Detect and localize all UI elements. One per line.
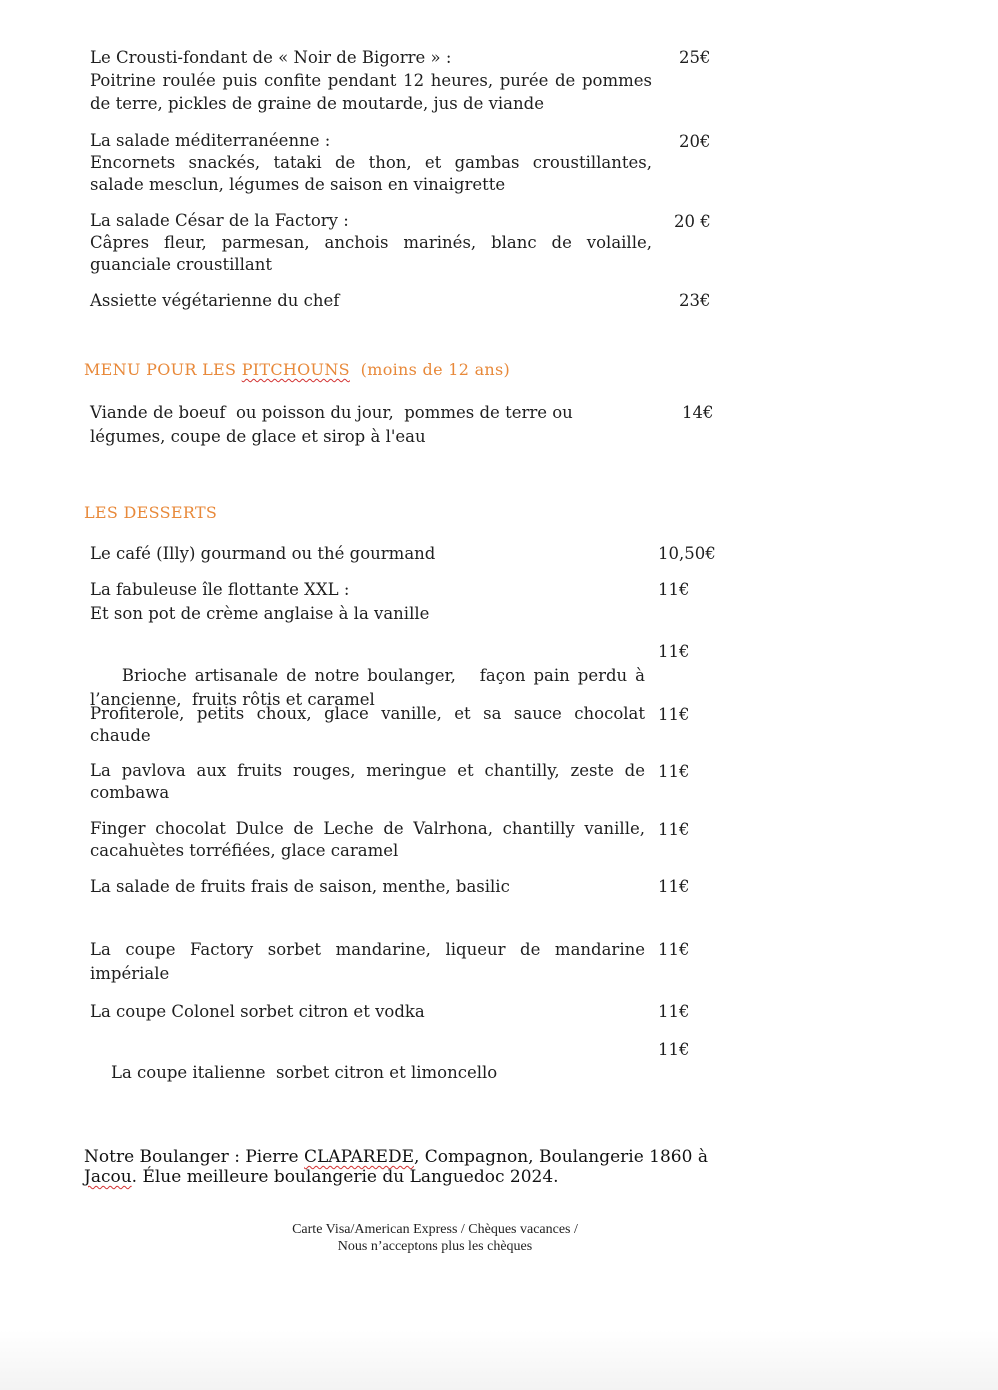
menu-item-title: La salade César de la Factory : xyxy=(90,211,349,230)
dessert-item-pavlova xyxy=(90,760,645,804)
baker-note-text: , Compagnon, Boulangerie 1860 à xyxy=(413,1147,708,1167)
dessert-item-price: 11€ xyxy=(658,580,690,599)
dessert-item-cafe-gourmand xyxy=(90,542,645,565)
menu-item-price: 25€ xyxy=(679,48,711,67)
section-title-desserts: LES DESSERTS xyxy=(84,503,218,522)
dessert-item-title: La salade de fruits frais de saison, menthe, basilic xyxy=(90,877,510,896)
baker-town: Jacou xyxy=(84,1167,132,1187)
payment-line: Nous n’acceptons plus les chèques xyxy=(337,1239,533,1254)
dessert-item-price: 11€ xyxy=(658,820,690,839)
dessert-item-price: 11€ xyxy=(658,705,690,724)
menu-item-description: Câpres fleur, parmesan, anchois marinés, blanc de volaille, guanciale croustillant xyxy=(90,233,652,274)
menu-item-price: 20 € xyxy=(674,212,711,231)
menu-item-title: Assiette végétarienne du chef xyxy=(90,291,340,310)
menu-item-salade-cesar xyxy=(90,210,652,276)
dessert-item-title: La coupe Colonel sorbet citron et vodka xyxy=(90,1002,425,1021)
dessert-item-price: 11€ xyxy=(658,762,690,781)
menu-item-title: La salade méditerranéenne : xyxy=(90,131,331,150)
dessert-item-salade-de-fruits xyxy=(90,875,645,898)
dessert-item-price: 11€ xyxy=(658,1002,690,1021)
menu-item-salade-mediterraneenne xyxy=(90,130,652,196)
dessert-item-title: La pavlova aux fruits rouges, meringue et chantilly, zeste de combawa xyxy=(90,761,645,802)
menu-item-description: Poitrine roulée puis confite pendant 12 heures, purée de pommes de terre, pickles de graine de moutarde, jus de viande xyxy=(90,71,652,113)
menu-item-price: 14€ xyxy=(682,403,714,422)
dessert-item-title: Le café (Illy) gourmand ou thé gourmand xyxy=(90,544,436,563)
dessert-item-title: La coupe Factory sorbet mandarine, liqueur de mandarine impériale xyxy=(90,940,645,983)
section-title-keyword: PITCHOUNS xyxy=(241,360,350,379)
section-title-prefix: MENU POUR LES xyxy=(84,360,242,379)
baker-note xyxy=(84,1147,724,1187)
menu-item-title: Le Crousti-fondant de « Noir de Bigorre » : xyxy=(90,48,452,67)
menu-item-assiette-vegetarienne xyxy=(90,289,652,312)
dessert-item-title: Brioche artisanale de notre boulanger, façon pain perdu à l’ancienne, fruits rôtis et caramel xyxy=(90,666,651,709)
baker-note-text: Notre Boulanger : Pierre xyxy=(84,1147,304,1167)
menu-item-description: Encornets snackés, tataki de thon, et gambas croustillantes, salade mesclun, légumes de saison en vinaigrette xyxy=(90,153,652,194)
dessert-item-price: 11€ xyxy=(658,877,690,896)
menu-item-description-line: Viande de boeuf ou poisson du jour, pommes de terre ou xyxy=(90,403,573,422)
menu-item-description-line: légumes, coupe de glace et sirop à l'eau xyxy=(90,427,426,446)
menu-item-price: 20€ xyxy=(679,132,711,151)
payment-info xyxy=(260,1221,610,1255)
dessert-item-price: 11€ xyxy=(658,1040,690,1059)
dessert-item-coupe-colonel xyxy=(90,1000,645,1023)
section-title-kids-menu xyxy=(84,360,510,379)
dessert-item-finger-chocolat xyxy=(90,818,645,862)
dessert-item-title: Profiterole, petits choux, glace vanille, et sa sauce chocolat chaude xyxy=(90,704,645,745)
menu-item-crousti-fondant xyxy=(90,46,652,115)
section-title-age-note: (moins de 12 ans) xyxy=(349,360,511,379)
dessert-item-title: Finger chocolat Dulce de Leche de Valrhona, chantilly vanille, cacahuètes torréfiées, glace caramel xyxy=(90,819,645,860)
payment-line: Carte Visa/American Express / Chèques vacances / xyxy=(292,1222,578,1237)
dessert-item-title: La coupe italienne sorbet citron et limoncello xyxy=(110,1063,498,1082)
baker-note-text: . Élue meilleure boulangerie du Languedoc 2024. xyxy=(131,1167,559,1187)
dessert-item-profiterole xyxy=(90,703,645,747)
dessert-item-coupe-italienne xyxy=(90,1038,645,1107)
menu-item-kids xyxy=(90,401,650,449)
page-bottom-shadow xyxy=(0,1330,998,1390)
dessert-item-ile-flottante xyxy=(90,578,645,626)
dessert-item-description: Et son pot de crème anglaise à la vanille xyxy=(90,604,430,623)
dessert-item-price: 11€ xyxy=(658,940,690,959)
dessert-item-title: La fabuleuse île flottante XXL : xyxy=(90,580,350,599)
dessert-item-coupe-factory xyxy=(90,938,645,986)
baker-name: CLAPAREDE xyxy=(304,1147,414,1167)
dessert-item-price: 10,50€ xyxy=(658,544,716,563)
dessert-item-price: 11€ xyxy=(658,642,690,661)
menu-item-price: 23€ xyxy=(679,291,711,310)
